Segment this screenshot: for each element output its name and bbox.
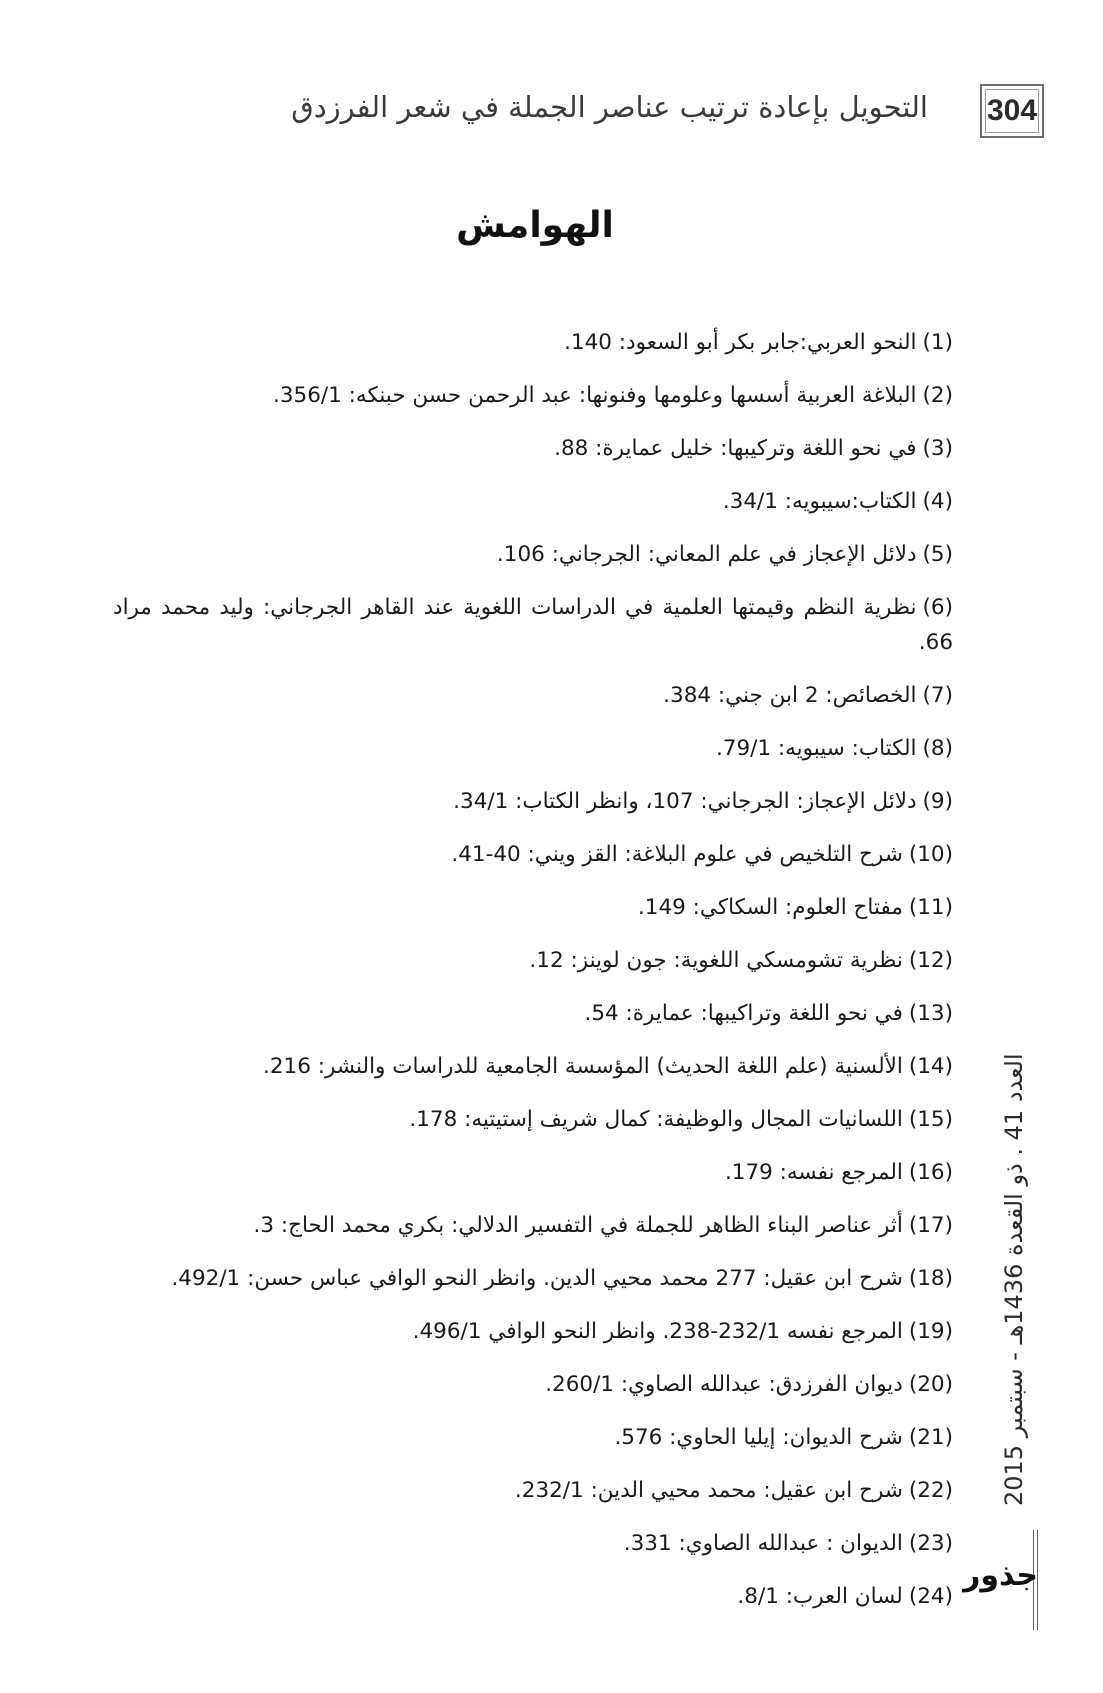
footnote-text: شرح ابن عقيل: 277 محمد محيي الدين. وانظر النحو الوافي عباس حسن: 492/1. <box>171 1266 903 1291</box>
footnote-number: (20) <box>908 1372 953 1397</box>
footnote-number: (18) <box>908 1266 953 1291</box>
footnote-text: دلائل الإعجاز: الجرجاني: 107، وانظر الكتاب: 34/1. <box>453 789 917 814</box>
footnote-text: لسان العرب: 8/1. <box>737 1584 903 1609</box>
footnote-number: (13) <box>908 1001 953 1026</box>
footnote-text: الديوان : عبدالله الصاوي: 331. <box>623 1531 903 1556</box>
footnote-number: (1) <box>922 330 953 355</box>
footnote-item <box>113 1155 953 1190</box>
footnote-text: أثر عناصر البناء الظاهر للجملة في التفسير الدلالي: بكري محمد الحاج: 3. <box>253 1213 903 1238</box>
footnote-text: ديوان الفرزدق: عبدالله الصاوي: 260/1. <box>545 1372 903 1397</box>
footnote-item <box>113 325 953 360</box>
footnote-item <box>113 1208 953 1243</box>
footnote-number: (24) <box>908 1584 953 1609</box>
journal-logo: جذور <box>963 1558 1038 1593</box>
footnote-number: (10) <box>908 842 953 867</box>
footnote-text: شرح الديوان: إيليا الحاوي: 576. <box>614 1425 903 1450</box>
footnote-text: مفتاح العلوم: السكاكي: 149. <box>637 895 903 920</box>
footnote-text: نظرية تشومسكي اللغوية: جون لوينز: 12. <box>529 948 903 973</box>
footnote-text: المرجع نفسه 232/1-238. وانظر النحو الوافي 496/1. <box>412 1319 903 1344</box>
footnotes-list <box>113 325 953 1632</box>
footnote-text: النحو العربي:جابر بكر أبو السعود: 140. <box>564 330 917 355</box>
footnote-number: (9) <box>922 789 953 814</box>
footnote-number: (6) <box>922 595 953 620</box>
footnote-text: نظرية النظم وقيمتها العلمية في الدراسات اللغوية عند القاهر الجرجاني: وليد محمد مراد 66. <box>113 595 953 655</box>
footnote-text: الكتاب: سيبويه: 79/1. <box>715 736 917 761</box>
footnote-item <box>113 1473 953 1508</box>
footnote-item <box>113 1526 953 1561</box>
footnote-item <box>113 1261 953 1296</box>
footnote-item <box>113 784 953 819</box>
footnote-item <box>113 731 953 766</box>
footnote-text: شرح ابن عقيل: محمد محيي الدين: 232/1. <box>514 1478 903 1503</box>
footnote-item <box>113 996 953 1031</box>
footnote-number: (19) <box>908 1319 953 1344</box>
footnote-text: دلائل الإعجاز في علم المعاني: الجرجاني: 106. <box>496 542 917 567</box>
footnote-number: (4) <box>922 489 953 514</box>
footnote-text: في نحو اللغة وتراكيبها: عمايرة: 54. <box>584 1001 903 1026</box>
footnote-item <box>113 1367 953 1402</box>
footnote-text: اللسانيات المجال والوظيفة: كمال شريف إستيتيه: 178. <box>409 1107 903 1132</box>
footnote-item <box>113 1420 953 1455</box>
footnote-item <box>113 678 953 713</box>
footnote-number: (7) <box>922 683 953 708</box>
footnote-number: (3) <box>922 436 953 461</box>
footnote-text: في نحو اللغة وتركيبها: خليل عمايرة: 88. <box>554 436 917 461</box>
running-title: التحويل بإعادة ترتيب عناصر الجملة في شعر الفرزدق <box>291 90 928 124</box>
footnote-text: الكتاب:سيبويه: 34/1. <box>722 489 917 514</box>
footnote-item <box>113 1102 953 1137</box>
footnote-item <box>113 590 953 660</box>
page-number: 304 <box>980 84 1044 138</box>
issue-info: العدد 41 . ذو القعدة 1436هـ - سبتمبر 2015 <box>1000 1053 1028 1507</box>
footnote-item <box>113 431 953 466</box>
footnote-item <box>113 1314 953 1349</box>
footnote-item <box>113 890 953 925</box>
footnote-text: البلاغة العربية أسسها وعلومها وفنونها: عبد الرحمن حسن حبنكه: 356/1. <box>273 383 917 408</box>
footnote-item <box>113 378 953 413</box>
footnote-number: (22) <box>908 1478 953 1503</box>
footnote-text: الخصائص: 2 ابن جني: 384. <box>663 683 917 708</box>
footnote-number: (16) <box>908 1160 953 1185</box>
footnote-number: (12) <box>908 948 953 973</box>
footnote-item <box>113 1579 953 1614</box>
footnote-item <box>113 837 953 872</box>
footnote-number: (5) <box>922 542 953 567</box>
footnote-text: الألسنية (علم اللغة الحديث) المؤسسة الجامعية للدراسات والنشر: 216. <box>263 1054 903 1079</box>
section-title: الهوامش <box>456 205 614 246</box>
footnote-item <box>113 1049 953 1084</box>
footnote-number: (21) <box>908 1425 953 1450</box>
footnote-number: (11) <box>908 895 953 920</box>
footnote-text: المرجع نفسه: 179. <box>724 1160 903 1185</box>
footnote-text: شرح التلخيص في علوم البلاغة: القز ويني: 40-41. <box>451 842 903 867</box>
footnote-item <box>113 484 953 519</box>
footnote-number: (8) <box>922 736 953 761</box>
footnote-number: (23) <box>908 1531 953 1556</box>
footnote-item <box>113 537 953 572</box>
footnote-number: (14) <box>908 1054 953 1079</box>
footnote-number: (2) <box>922 383 953 408</box>
footnote-item <box>113 943 953 978</box>
footnote-number: (17) <box>908 1213 953 1238</box>
footnote-number: (15) <box>908 1107 953 1132</box>
